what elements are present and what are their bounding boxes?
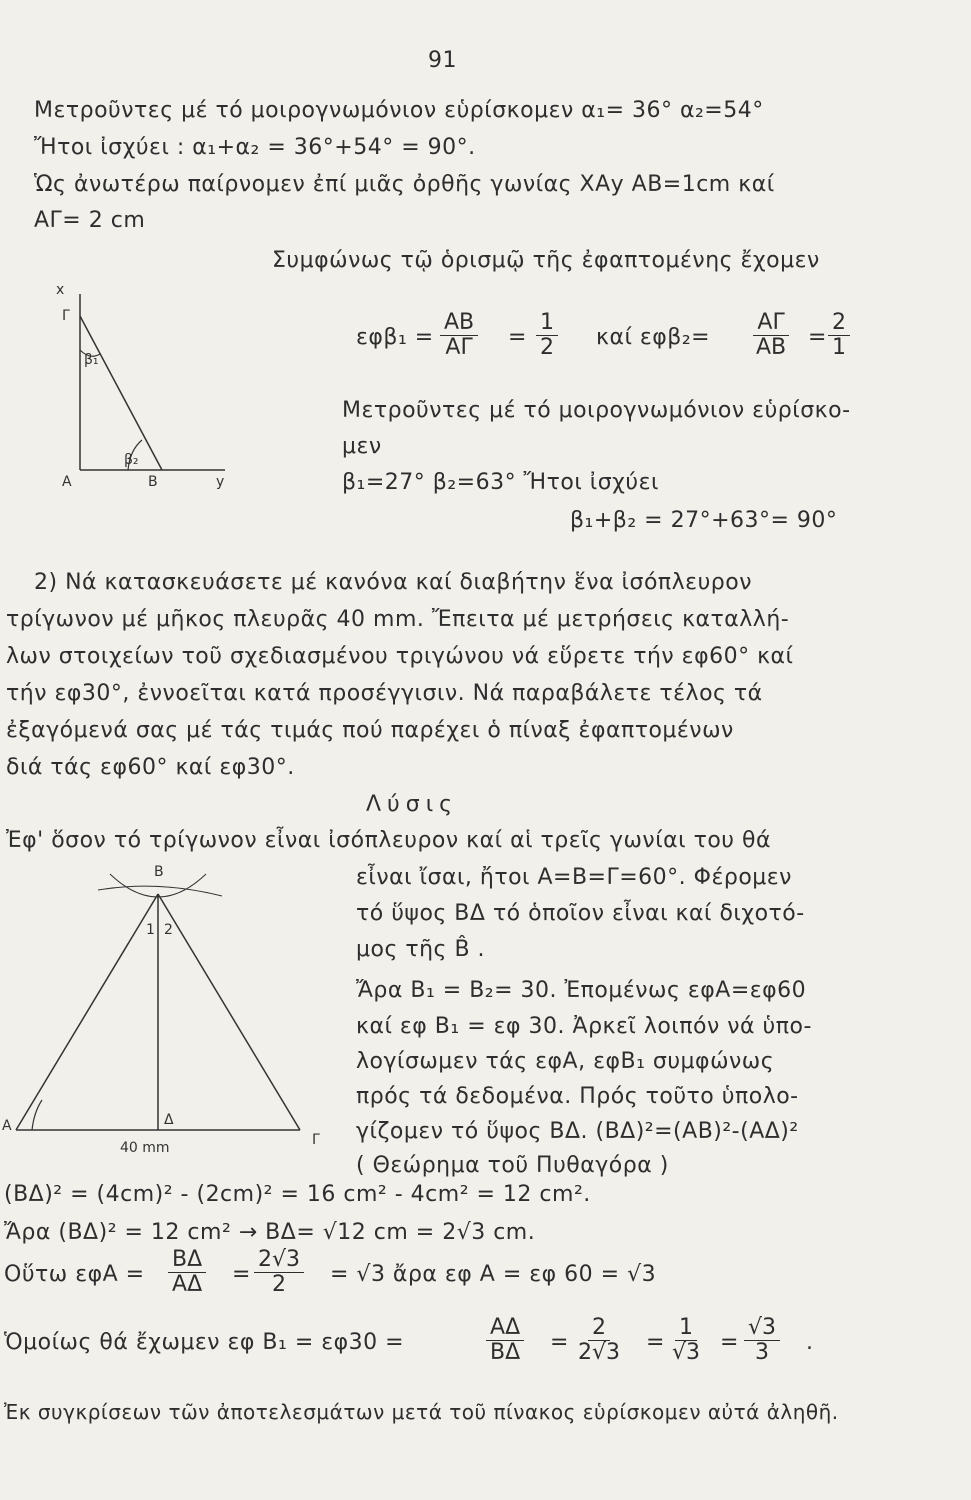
- text-line: Ἐκ συγκρίσεων τῶν ἀποτελεσμάτων μετά τοῦ πίνακος εὑρίσκομεν αὐτά ἀληθῆ.: [4, 1400, 839, 1424]
- fraction-numerator: 2: [588, 1316, 610, 1341]
- fraction-numerator: 1: [536, 311, 558, 336]
- label-a: Α: [2, 1118, 12, 1134]
- fraction-numerator: ΑΓ: [753, 311, 788, 336]
- formula-text: καί εφβ₂=: [596, 325, 711, 350]
- text-line: Ἤτοι ἰσχύει : α₁+α₂ = 36°+54° = 90°.: [34, 135, 476, 160]
- text-line: τήν εφ30°, ἐννοεῖται κατά προσέγγισιν. Νά παραβάλετε τέλος τά: [6, 681, 763, 706]
- text-line: Συμφώνως τῷ ὁρισμῷ τῆς ἐφαπτομένης ἔχομεν: [272, 248, 820, 273]
- text-line: β₁=27° β₂=63° Ἤτοι ἰσχύει: [342, 470, 659, 495]
- fraction-numerator: 1: [675, 1316, 697, 1341]
- text-line: πρός τά δεδομένα. Πρός τοῦτο ὑπολο-: [356, 1084, 799, 1109]
- text-line: λων στοιχείων τοῦ σχεδιασμένου τριγώνου νά εὕρετε τήν εφ60° καί: [6, 644, 794, 669]
- text-line: ΑΓ= 2 cm: [34, 208, 146, 233]
- formula-text: =: [232, 1262, 251, 1287]
- fraction-denominator: 2: [272, 1272, 286, 1297]
- label-angle-1: 1: [146, 922, 155, 938]
- fraction-denominator: 3: [755, 1340, 769, 1365]
- text-line: καί εφ Β₁ = εφ 30. Ἀρκεῖ λοιπόν νά ὑπο-: [356, 1014, 812, 1039]
- text-line: Μετροῦντες μέ τό μοιρογνωμόνιον εὑρίσκο-: [342, 398, 851, 423]
- text-line: τό ὕψος ΒΔ τό ὁποῖον εἶναι καί διχοτό-: [356, 901, 805, 926]
- formula-text: =: [720, 1330, 739, 1355]
- fraction-numerator: ΑΒ: [440, 311, 478, 336]
- fraction-sqrt3-over-3: [744, 1316, 780, 1365]
- label-delta: Δ: [164, 1112, 174, 1128]
- fraction-1-over-sqrt3: [668, 1316, 704, 1365]
- text-line: γίζομεν τό ὕψος ΒΔ. (ΒΔ)²=(ΑΒ)²-(ΑΔ)²: [356, 1119, 799, 1144]
- text-line: διά τάς εφ60° καί εφ30°.: [6, 755, 295, 780]
- right-angle-figure: [40, 280, 240, 495]
- label-y: y: [216, 474, 225, 490]
- fraction-denominator: ΒΔ: [490, 1340, 521, 1365]
- text-line: (ΒΔ)² = (4cm)² - (2cm)² = 16 cm² - 4cm² = 12 cm².: [4, 1182, 591, 1207]
- text-line: β₁+β₂ = 27°+63°= 90°: [570, 508, 838, 533]
- text-line: Ὡς ἀνωτέρω παίρνομεν ἐπί μιᾶς ὀρθῆς γωνίας ΧΑy ΑΒ=1cm καί: [34, 172, 775, 197]
- text-line: Ἄρα (ΒΔ)² = 12 cm² → ΒΔ= √12 cm = 2√3 cm.: [4, 1220, 536, 1245]
- fraction-denominator: ΑΔ: [172, 1272, 203, 1297]
- fraction-numerator: √3: [744, 1316, 780, 1341]
- label-beta1: β₁: [84, 352, 99, 368]
- formula-text: Οὕτω εφΑ =: [4, 1262, 145, 1287]
- text-line: Μετροῦντες μέ τό μοιρογνωμόνιον εὑρίσκομεν α₁= 36° α₂=54°: [34, 98, 764, 123]
- formula-text: =: [808, 325, 827, 350]
- fraction-ad-over-bd: [486, 1316, 524, 1365]
- solution-heading: Λύσις: [366, 792, 459, 817]
- formula-text: εφβ₁ =: [356, 325, 434, 350]
- fraction-numerator: 2: [828, 311, 850, 336]
- fraction-numerator: ΑΔ: [486, 1316, 524, 1341]
- text-line: ( Θεώρημα τοῦ Πυθαγόρα ): [356, 1153, 669, 1178]
- text-line: εἶναι ἴσαι, ἤτοι Α=Β=Γ=60°. Φέρομεν: [356, 865, 792, 890]
- formula-text: = √3 ἄρα εφ Α = εφ 60 = √3: [330, 1262, 657, 1287]
- text-line: ἐξαγόμενά σας μέ τάς τιμάς πού παρέχει ὁ πίναξ ἐφαπτομένων: [6, 718, 734, 743]
- label-a: Α: [62, 474, 72, 490]
- fraction-2-over-2sqrt3: [574, 1316, 624, 1365]
- fraction-one-half: [536, 311, 558, 360]
- fraction-denominator: 2√3: [578, 1340, 621, 1365]
- label-b: Β: [154, 864, 164, 880]
- fraction-denominator: 1: [832, 335, 846, 360]
- text-line: Ἐφ' ὅσον τό τρίγωνον εἶναι ἰσόπλευρον καί αἱ τρεῖς γωνίαι του θά: [6, 828, 771, 853]
- label-x: x: [56, 282, 65, 298]
- label-gamma: Γ: [312, 1132, 320, 1148]
- formula-text: =: [646, 1330, 665, 1355]
- fraction-bd-over-ad: [168, 1248, 206, 1297]
- fraction-two-over-one: [828, 311, 850, 360]
- text-line: τρίγωνον μέ μῆκος πλευρᾶς 40 mm. Ἔπειτα μέ μετρήσεις καταλλή-: [6, 607, 790, 632]
- label-angle-2: 2: [164, 922, 173, 938]
- label-base-length: 40 mm: [120, 1140, 170, 1156]
- fraction-denominator: √3: [672, 1340, 701, 1365]
- label-gamma: Γ: [62, 308, 70, 324]
- fraction-ag-over-ab: [752, 311, 790, 360]
- formula-text: .: [806, 1330, 814, 1355]
- fraction-2sqrt3-over-2: [254, 1248, 304, 1297]
- fraction-ab-over-ag: [440, 311, 478, 360]
- page-number: 91: [428, 48, 457, 73]
- formula-text: Ὁμοίως θά ἔχωμεν εφ Β₁ = εφ30 =: [4, 1330, 405, 1355]
- formula-text: =: [550, 1330, 569, 1355]
- label-b: Β: [148, 474, 158, 490]
- fraction-denominator: 2: [540, 335, 554, 360]
- equilateral-triangle-figure: [0, 860, 345, 1160]
- text-line: μος τῆς B̂ .: [356, 937, 486, 962]
- fraction-denominator: ΑΒ: [756, 335, 787, 360]
- text-line: 2) Νά κατασκευάσετε μέ κανόνα καί διαβήτην ἕνα ἰσόπλευρον: [34, 570, 753, 595]
- fraction-numerator: ΒΔ: [168, 1248, 206, 1273]
- fraction-denominator: ΑΓ: [445, 335, 473, 360]
- text-line: λογίσωμεν τάς εφΑ, εφΒ₁ συμφώνως: [356, 1049, 775, 1074]
- text-line: μεν: [342, 434, 382, 459]
- fraction-numerator: 2√3: [254, 1248, 304, 1273]
- text-line: Ἄρα Β₁ = Β₂= 30. Ἐπομένως εφΑ=εφ60: [356, 978, 807, 1003]
- label-beta2: β₂: [124, 452, 139, 468]
- formula-text: =: [508, 325, 527, 350]
